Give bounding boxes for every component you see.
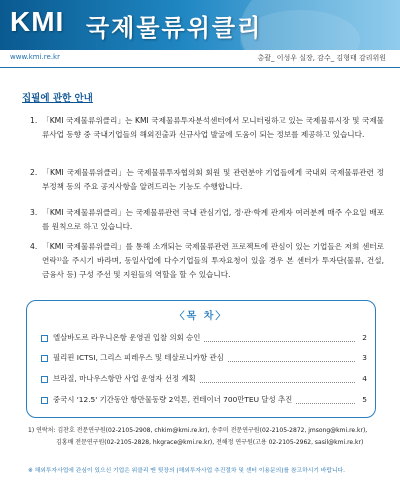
contact-info-continued: 김홍배 전문연구원(02-2105-2828, hkgrace@kmi.re.kr), 전해정 연구원(고용 02-2105-2962, sasil@kmi.re.kr) [56, 439, 364, 446]
checkbox-icon [41, 335, 48, 342]
newsletter-title: 국제물류위클리 [86, 14, 263, 42]
subheader-bar [0, 50, 400, 68]
notice-item [30, 240, 384, 282]
contact-info: 1) 연락처: 김찬호 전문연구원(02-2105-2908, chkim@kmi.re.kr), 송주미 전문연구원(02-2105-2872, jmsong@kmi.re.kr), [28, 427, 368, 434]
toc-item[interactable] [41, 351, 367, 365]
notice-number: 2. [30, 168, 38, 177]
toc-page-number: 3 [359, 351, 367, 365]
notice-text: 「KMI 국제물류위클리」는 국제물류관련 국내 관심기업, 정·관·학계 관계자 여러분께 매주 수요일 배포를 원칙으로 하고 있습니다. [42, 208, 384, 231]
website-url[interactable]: www.kmi.re.kr [10, 53, 60, 61]
notice-text: 「KMI 국제물류위클리」는 KMI 국제물류투자분석센터에서 모니터링하고 있는 국제물류시장 및 국제물류사업 동향 중 국내기업들의 해외진출과 신규사업 발굴에 도움이 되는 정보를 제공하고 있습니다. [42, 116, 384, 139]
toc-item[interactable] [41, 372, 367, 386]
notice-item [30, 206, 384, 234]
notice-number: 1. [30, 116, 38, 125]
notice-text: 「KMI 국제물류위클리」는 국제물류투자협의회 회원 및 관련분야 기업들에게 국내외 국제물류관련 정부정책 동의 주요 공지사항을 알려드리는 기능도 수행합니다. [42, 168, 384, 191]
section-title: 집필에 관한 안내 [22, 93, 93, 104]
toc-item-label: 중국시 '12.5' 기간동안 항만물동량 2억톤, 컨테이너 700만TEU 달성 추진 [53, 395, 293, 404]
checkbox-icon [41, 397, 48, 404]
editor-credits: 총괄_ 이성우 실장, 감수_ 김형태 감리위원 [257, 54, 386, 62]
toc-page-number: 5 [359, 393, 367, 407]
toc-item[interactable] [41, 393, 367, 407]
notice-item [30, 166, 384, 194]
checkbox-icon [41, 376, 48, 383]
toc-title: 〈목 차〉 [174, 311, 228, 322]
table-of-contents [26, 300, 376, 418]
checkbox-icon [41, 355, 48, 362]
toc-item-label: 필리핀 ICTSI, 그리스 피레우스 및 테살로니카항 관심 [53, 353, 224, 362]
notice-item [30, 114, 384, 142]
toc-item-label: 브라질, 마나우스항만 사업 운영자 선정 계획 [53, 374, 196, 383]
toc-page-number: 4 [359, 372, 367, 386]
toc-item-label: 엘살바도르 라우니온항 운영권 입찰 의회 승인 [53, 333, 201, 342]
toc-item[interactable] [41, 331, 367, 345]
kmi-logo: KMI [10, 6, 65, 37]
notice-text: 「KMI 국제물류위클리」를 통해 소개되는 국제물류관련 프로젝트에 관심이 있는 기업들은 저희 센터로 연락¹⁾을 주시기 바라며, 동일사업에 다수기업들의 투자요청이 있을 경우 본 센터가 투자단(물류, 건설, 금융사 등) 구성 주선 및 지원들의 역할을 할 수 있습니다. [42, 242, 384, 279]
footnote: ※ 해외투자사업에 관심이 있으신 기업은 위클리 맨 뒷장의 (해외투자사업 추진절차 및 센터 이용문의)를 참고하시기 바랍니다. [28, 468, 346, 474]
toc-page-number: 2 [359, 331, 367, 345]
notice-number: 4. [30, 242, 38, 251]
header-banner [0, 0, 400, 50]
notice-number: 3. [30, 208, 38, 217]
